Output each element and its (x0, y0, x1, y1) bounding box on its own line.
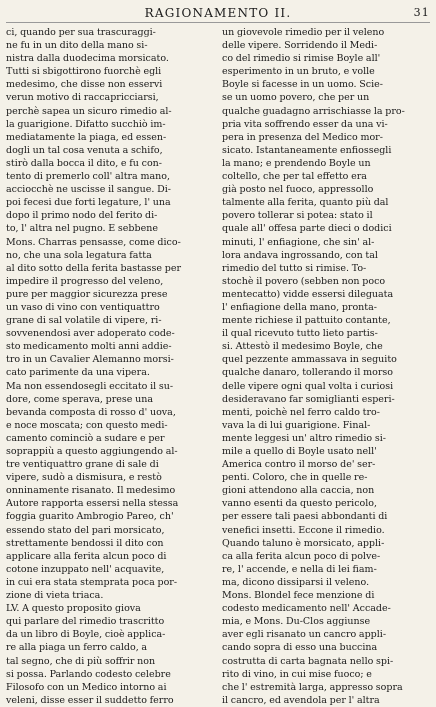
text-line: un giovevole rimedio per il veleno (222, 27, 385, 38)
text-line: menti, poichè nel ferro caldo tro- (222, 406, 380, 418)
text-line: tento di premerlo coll' altra mano, (6, 171, 170, 183)
text-line: veleni, disse esser il suddetto ferro (6, 694, 174, 706)
text-line: sovvenendosi aver adoperato code- (6, 328, 175, 340)
text-line: Mons. Charras pensasse, come dico- (6, 236, 181, 248)
text-line: camento cominciò a sudare e per (6, 432, 165, 444)
text-line: cato parimente da una vipera. (6, 367, 150, 379)
text-line: zione di vieta triaca. (6, 590, 104, 602)
text-line: rimedio del tutto si rimise. To- (222, 262, 367, 274)
text-line: dore, come sperava, prese una (6, 393, 154, 405)
text-line: rito di vino, in cui mise fuoco; e (222, 668, 372, 680)
text-line: vanno esenti da questo pericolo, (222, 498, 378, 510)
text-line: mediatamente la piaga, ed essen- (6, 131, 167, 143)
text-line: re, l' accende, e nella di lei fiam- (222, 563, 377, 575)
left-column (6, 26, 214, 706)
text-line: Tutti si sbigottirono fuorchè egli (6, 66, 162, 78)
text-columns (6, 26, 430, 706)
running-title: RAGIONAMENTO II. (144, 6, 292, 20)
text-line: pria vita soffrendo esser da una vi- (222, 118, 388, 130)
text-line: nistra dalla duodecima morsicato. (6, 53, 169, 65)
page-number: 31 (413, 6, 430, 19)
text-line: costrutta di carta bagnata nello spi- (222, 655, 394, 667)
text-line: povero tollerar si potea: stato il (222, 210, 373, 222)
text-line: mia, e Mons. Du-Clos aggiunse (222, 616, 371, 628)
text-line: lora andava ingrossando, con tal (222, 249, 378, 261)
text-line: tro in un Cavalier Alemanno morsi- (6, 354, 174, 366)
text-line: pera in presenza del Medico mor- (222, 131, 383, 143)
text-line: coltello, che per tal effetto era (222, 171, 367, 183)
text-line: se un uomo povero, che per un (222, 92, 370, 104)
text-line: quel pezzente ammassava in seguito (222, 354, 397, 366)
text-line: qualche guadagno arrischiasse la pro- (222, 105, 405, 117)
text-line: penti. Coloro, che in quelle re- (222, 472, 368, 484)
text-line: to, l' altra nel pugno. E sebbene (6, 223, 158, 235)
text-line: e noce moscata; con questo medi- (6, 419, 168, 431)
text-line: dogli un tal cosa venuta a schifo, (6, 144, 163, 156)
text-line: ca alla ferita alcun poco di polve- (222, 550, 381, 562)
text-line: che l' estremità larga, appresso sopra (222, 681, 403, 693)
text-line: applicare alla ferita alcun poco di (6, 550, 167, 562)
text-line: Filosofo con un Medico intorno ai (6, 681, 167, 693)
text-line: minuti, l' enfiagione, che sin' al- (222, 236, 375, 248)
text-line: cando sopra di esso una buccina (222, 642, 378, 654)
text-line: aver egli risanato un cancro appli- (222, 629, 387, 641)
running-header (6, 4, 430, 23)
text-line: al dito sotto della ferita bastasse per (6, 262, 181, 274)
text-line: strettamente bendossi il dito con (6, 537, 164, 549)
text-line: mente leggesi un' altro rimedio si- (222, 432, 386, 444)
text-line: vava la di lui guarigione. Final- (222, 419, 371, 431)
text-line: mile a quello di Boyle usato nell' (222, 446, 377, 457)
text-line: essendo stato del pari morsicato, (6, 524, 165, 536)
text-line: un vaso di vino con ventiquattro (6, 301, 160, 313)
text-line: qui parlare del rimedio trascritto (6, 616, 165, 628)
text-line: bevanda composta di rosso d' uova, (6, 406, 176, 418)
text-line: onninamente risanato. Il medesimo (6, 485, 176, 497)
text-line: la guarigione. Difatto succhiò im- (6, 118, 166, 130)
text-line: gioni attendono alla caccia, non (222, 485, 375, 497)
text-line: impedire il progresso del veleno, (6, 275, 164, 287)
text-line: medesimo, che disse non esservi (6, 79, 163, 91)
text-line: si. Attestò il medesimo Boyle, che (222, 341, 383, 353)
text-line: ma, dicono dissiparsi il veleno. (222, 576, 370, 588)
text-line: esperimento in un bruto, e volle (222, 66, 375, 78)
text-line: il qual ricevuto tutto lieto partis- (222, 328, 378, 340)
text-line: America contro il morso de' ser- (222, 459, 376, 471)
text-line: da un libro di Boyle, cioè applica- (6, 629, 166, 641)
text-line: dopo il primo nodo del ferito di- (6, 210, 158, 222)
text-line: vipere, sudò a dismisura, e restò (6, 472, 162, 484)
text-line: poi fecesi due forti legature, l' una (6, 197, 171, 209)
text-line: grane di sal volatile di vipere, ri- (6, 315, 162, 327)
text-line: tal segno, che di più soffrir non (6, 655, 156, 667)
text-line: il cancro, ed avendola per l' altra (222, 694, 380, 706)
text-line: sicato. Istantaneamente enfiossegli (222, 144, 392, 156)
text-line: Boyle si facesse in un uomo. Scie- (222, 79, 383, 91)
text-line: qualche danaro, tollerando il morso (222, 367, 393, 379)
text-line: no, che una sola legatura fatta (6, 249, 152, 261)
text-line: ne fu in un dito della mano si- (6, 40, 148, 52)
text-line: delle vipere ogni qual volta i curiosi (222, 380, 394, 392)
text-line: la mano; e prendendo Boyle un (222, 157, 371, 169)
text-line: acciocchè ne uscisse il sangue. Di- (6, 184, 171, 196)
text-line: stochè il povero (sebben non poco (222, 275, 386, 287)
text-line: cotone inzuppato nell' acquavite, (6, 563, 165, 575)
text-line: si possa. Parlando codesto celebre (6, 668, 171, 680)
text-line: mente richiese il pattuito contante, (222, 315, 391, 327)
text-line: ci, quando per sua trascuraggi- (6, 27, 156, 38)
text-line: verun motivo di raccapricciarsi, (6, 92, 159, 104)
text-line: talmente alla ferita, quanto più dal (222, 197, 389, 209)
text-line: già posto nel fuoco, appressollo (222, 184, 374, 196)
text-line: mentecatto) vidde essersi dileguata (222, 288, 394, 300)
text-line: re alla piaga un ferro caldo, a (6, 642, 148, 654)
text-line: Ma non essendosegli eccitato il su- (6, 380, 174, 392)
text-line: l' enfiagione della mano, pronta- (222, 301, 377, 313)
right-column (222, 26, 430, 706)
text-line: perchè sapea un sicuro rimedio al- (6, 105, 172, 117)
text-line: venefici insetti. Eccone il rimedio. (222, 524, 385, 536)
text-line: stirò dalla bocca il dito, e fu con- (6, 157, 162, 169)
text-line: quale all' offesa parte dieci o dodici (222, 223, 392, 235)
text-line: sto medicamento molti anni addie- (6, 341, 172, 353)
text-line: Mons. Blondel fece menzione di (222, 590, 375, 602)
text-line: pure per maggior sicurezza prese (6, 288, 168, 300)
text-line: delle vipere. Sorridendo il Medi- (222, 40, 378, 52)
text-line: tre ventiquattro grane di sale di (6, 459, 159, 471)
text-line: in cui era stata stemprata poca por- (6, 576, 178, 588)
text-line: foggia guarito Ambrogio Pareo, ch' (6, 511, 174, 523)
text-line: per essere tali paesi abbondanti di (222, 511, 388, 523)
text-line: Autore rapporta essersi nella stessa (6, 498, 179, 510)
text-line: co del rimedio si rimise Boyle all' (222, 53, 381, 65)
text-line: desideravano far somiglianti esperi- (222, 393, 395, 405)
text-line: codesto medicamento nell' Accade- (222, 603, 391, 615)
text-line: Quando taluno è morsicato, appli- (222, 537, 385, 549)
text-line: soprappiù a questo aggiungendo al- (6, 446, 178, 457)
text-line: LV. A questo proposito giova (6, 603, 141, 615)
